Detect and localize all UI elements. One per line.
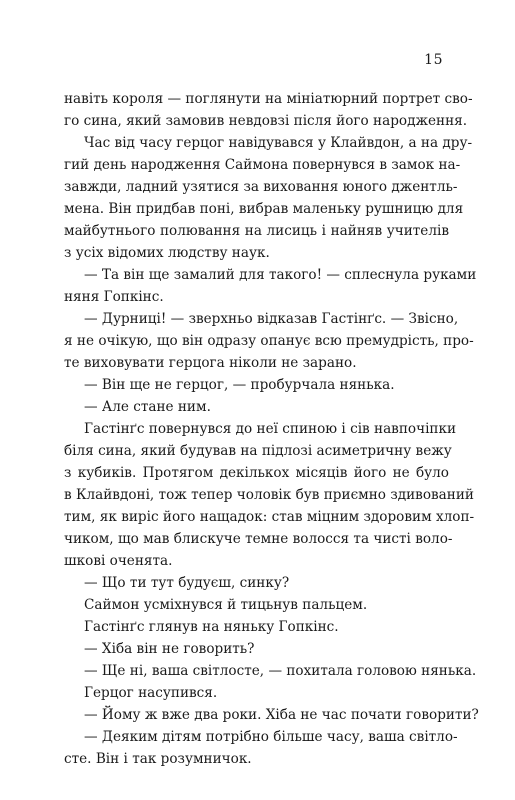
text-line: завжди, ладний узятися за виховання юного джентль- [64,179,458,195]
text-line: Гастінґс глянув на няньку Гопкінс. [84,619,339,635]
text-line: шкові оченята. [64,553,173,569]
text-line: майбутнього полювання на лисиць і найняв учителів [64,223,449,239]
text-line: біля сина, який будував на підлозі асиметричну вежу [64,443,452,459]
text-line: — Він ще не герцог, — пробурчала нянька. [84,377,395,393]
text-line: тим, як виріс його нащадок: став міцним здоровим хлоп- [64,509,475,525]
text-line: гий день народження Саймона повернувся в замок на- [64,157,461,173]
text-line: з усіх відомих людству наук. [64,245,270,261]
body-text [64,88,479,770]
text-line: Саймон усміхнувся й тицьнув пальцем. [84,597,368,613]
text-line: Гастінґс повернувся до неї спиною і сів навпочіпки [84,421,457,437]
text-line: — Ще ні, ваша світлосте, — похитала головою нянька. [84,663,477,679]
text-line: я не очікую, що він одразу опанує всю премудрість, про- [64,333,474,349]
text-line: те виховувати герцога ніколи не зарано. [64,355,357,371]
text-line: Герцог насупився. [84,685,218,701]
text-line: Час від часу герцог навідувався у Клайвдон, а на дру- [84,135,473,151]
text-line: сте. Він і так розумничок. [64,751,252,767]
text-line: — Деяким дітям потрібно більше часу, ваша світло- [84,729,458,745]
text-line: го сина, який замовив невдовзі після його народження. [64,113,468,129]
text-line: — Та він ще замалий для такого! — сплеснула руками [84,267,477,283]
text-line: — Йому ж вже два роки. Хіба не час почати говорити? [84,707,479,723]
text-line: — Але стане ним. [84,399,211,415]
text-line: в Клайвдоні, тож тепер чоловік був приємно здивований [64,487,474,503]
text-line: — Хіба він не говорить? [84,641,255,657]
text-line: — Що ти тут будуєш, синку? [84,575,290,591]
page-number: 15 [424,52,443,68]
text-line: — Дурниці! — зверхньо відказав Гастінґс. — Звісно, [84,311,459,327]
text-line: мена. Він придбав поні, вибрав маленьку рушницю для [64,201,464,217]
text-line: навіть короля — поглянути на мініатюрний портрет сво- [64,91,473,107]
text-line: няня Гопкінс. [64,289,164,305]
text-line: чиком, що мав блискуче темне волосся та чисті воло- [64,531,453,547]
text-line: з кубиків. Протягом декількох місяців його не було [64,465,449,481]
